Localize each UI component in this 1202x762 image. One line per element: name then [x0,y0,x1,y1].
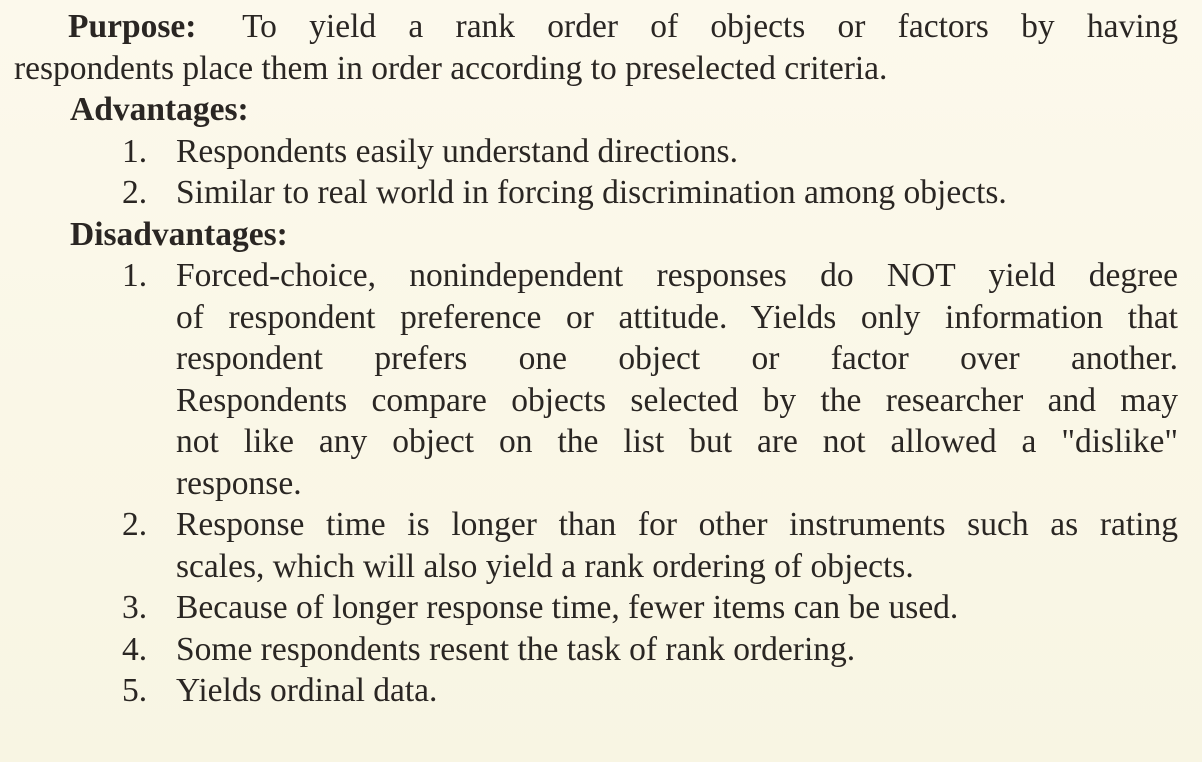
disadvantage-number: 4. [122,630,148,668]
disadvantage-number: 3. [122,589,148,626]
disadvantage-text-line: Respondents compare objects selected by the researcher and may [176,381,1178,419]
disadvantage-number: 2. [122,506,148,543]
disadvantage-text-line: scales, which will also yield a rank ordering of objects. [176,547,914,585]
disadvantage-item [14,629,1178,671]
disadvantage-number: 1. [122,257,148,294]
purpose-line-1 [14,6,1178,48]
disadvantage-text-line: Forced-choice, nonindependent responses do NOT yield degree [176,257,1178,294]
advantage-number: 1. [122,132,148,170]
disadvantages-heading: Disadvantages: [70,215,288,253]
disadvantage-text-line: of respondent preference or attitude. Yields only information that [176,298,1178,336]
disadvantage-item [14,504,1178,587]
disadvantage-text-line: respondent prefers one object or factor over another. [176,340,1178,377]
disadvantage-text-line: Some respondents resent the task of rank ordering. [176,630,856,668]
disadvantage-number: 5. [122,672,148,709]
advantage-number: 2. [122,174,148,211]
disadvantage-item [14,255,1178,504]
advantage-item [14,172,1178,214]
advantage-text: Similar to real world in forcing discrimination among objects. [176,174,1007,211]
disadvantage-text-line: Response time is longer than for other instruments such as rating [176,506,1178,543]
disadvantage-item [14,587,1178,629]
advantage-text: Respondents easily understand directions. [176,132,738,170]
disadvantage-text-line: not like any object on the list but are not allowed a "dislike" [176,423,1178,460]
advantage-item [14,131,1178,173]
purpose-label: Purpose: [68,8,197,45]
purpose-line-2: respondents place them in order according to preselected criteria. [14,49,888,87]
disadvantage-text-line: response. [176,464,302,502]
disadvantage-item [14,670,1178,712]
disadvantage-text-line: Because of longer response time, fewer items can be used. [176,589,959,626]
disadvantage-text-line: Yields ordinal data. [176,672,438,709]
purpose-text-1: To yield a rank order of objects or factors by having [242,8,1179,45]
advantages-heading: Advantages: [70,91,249,128]
